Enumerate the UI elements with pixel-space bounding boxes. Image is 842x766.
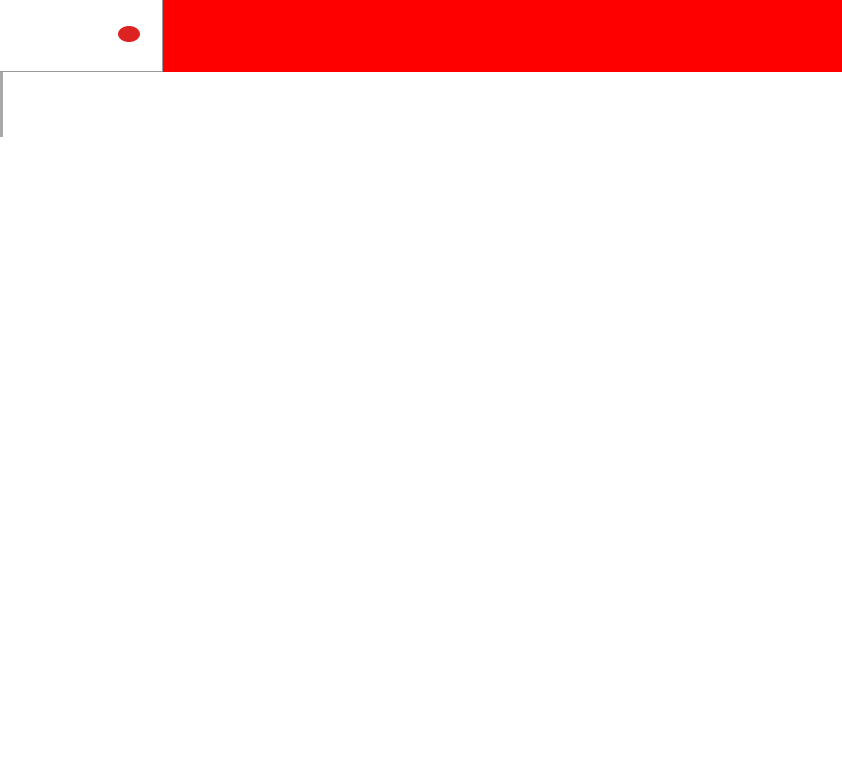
top-row-name [2, 119, 3, 137]
name-header [2, 73, 3, 119]
title-band [163, 0, 842, 72]
ball-logo-icon [118, 26, 140, 42]
logo-area [0, 0, 163, 72]
header-row [1, 73, 3, 119]
results-table [0, 72, 3, 137]
top-row [1, 119, 3, 137]
